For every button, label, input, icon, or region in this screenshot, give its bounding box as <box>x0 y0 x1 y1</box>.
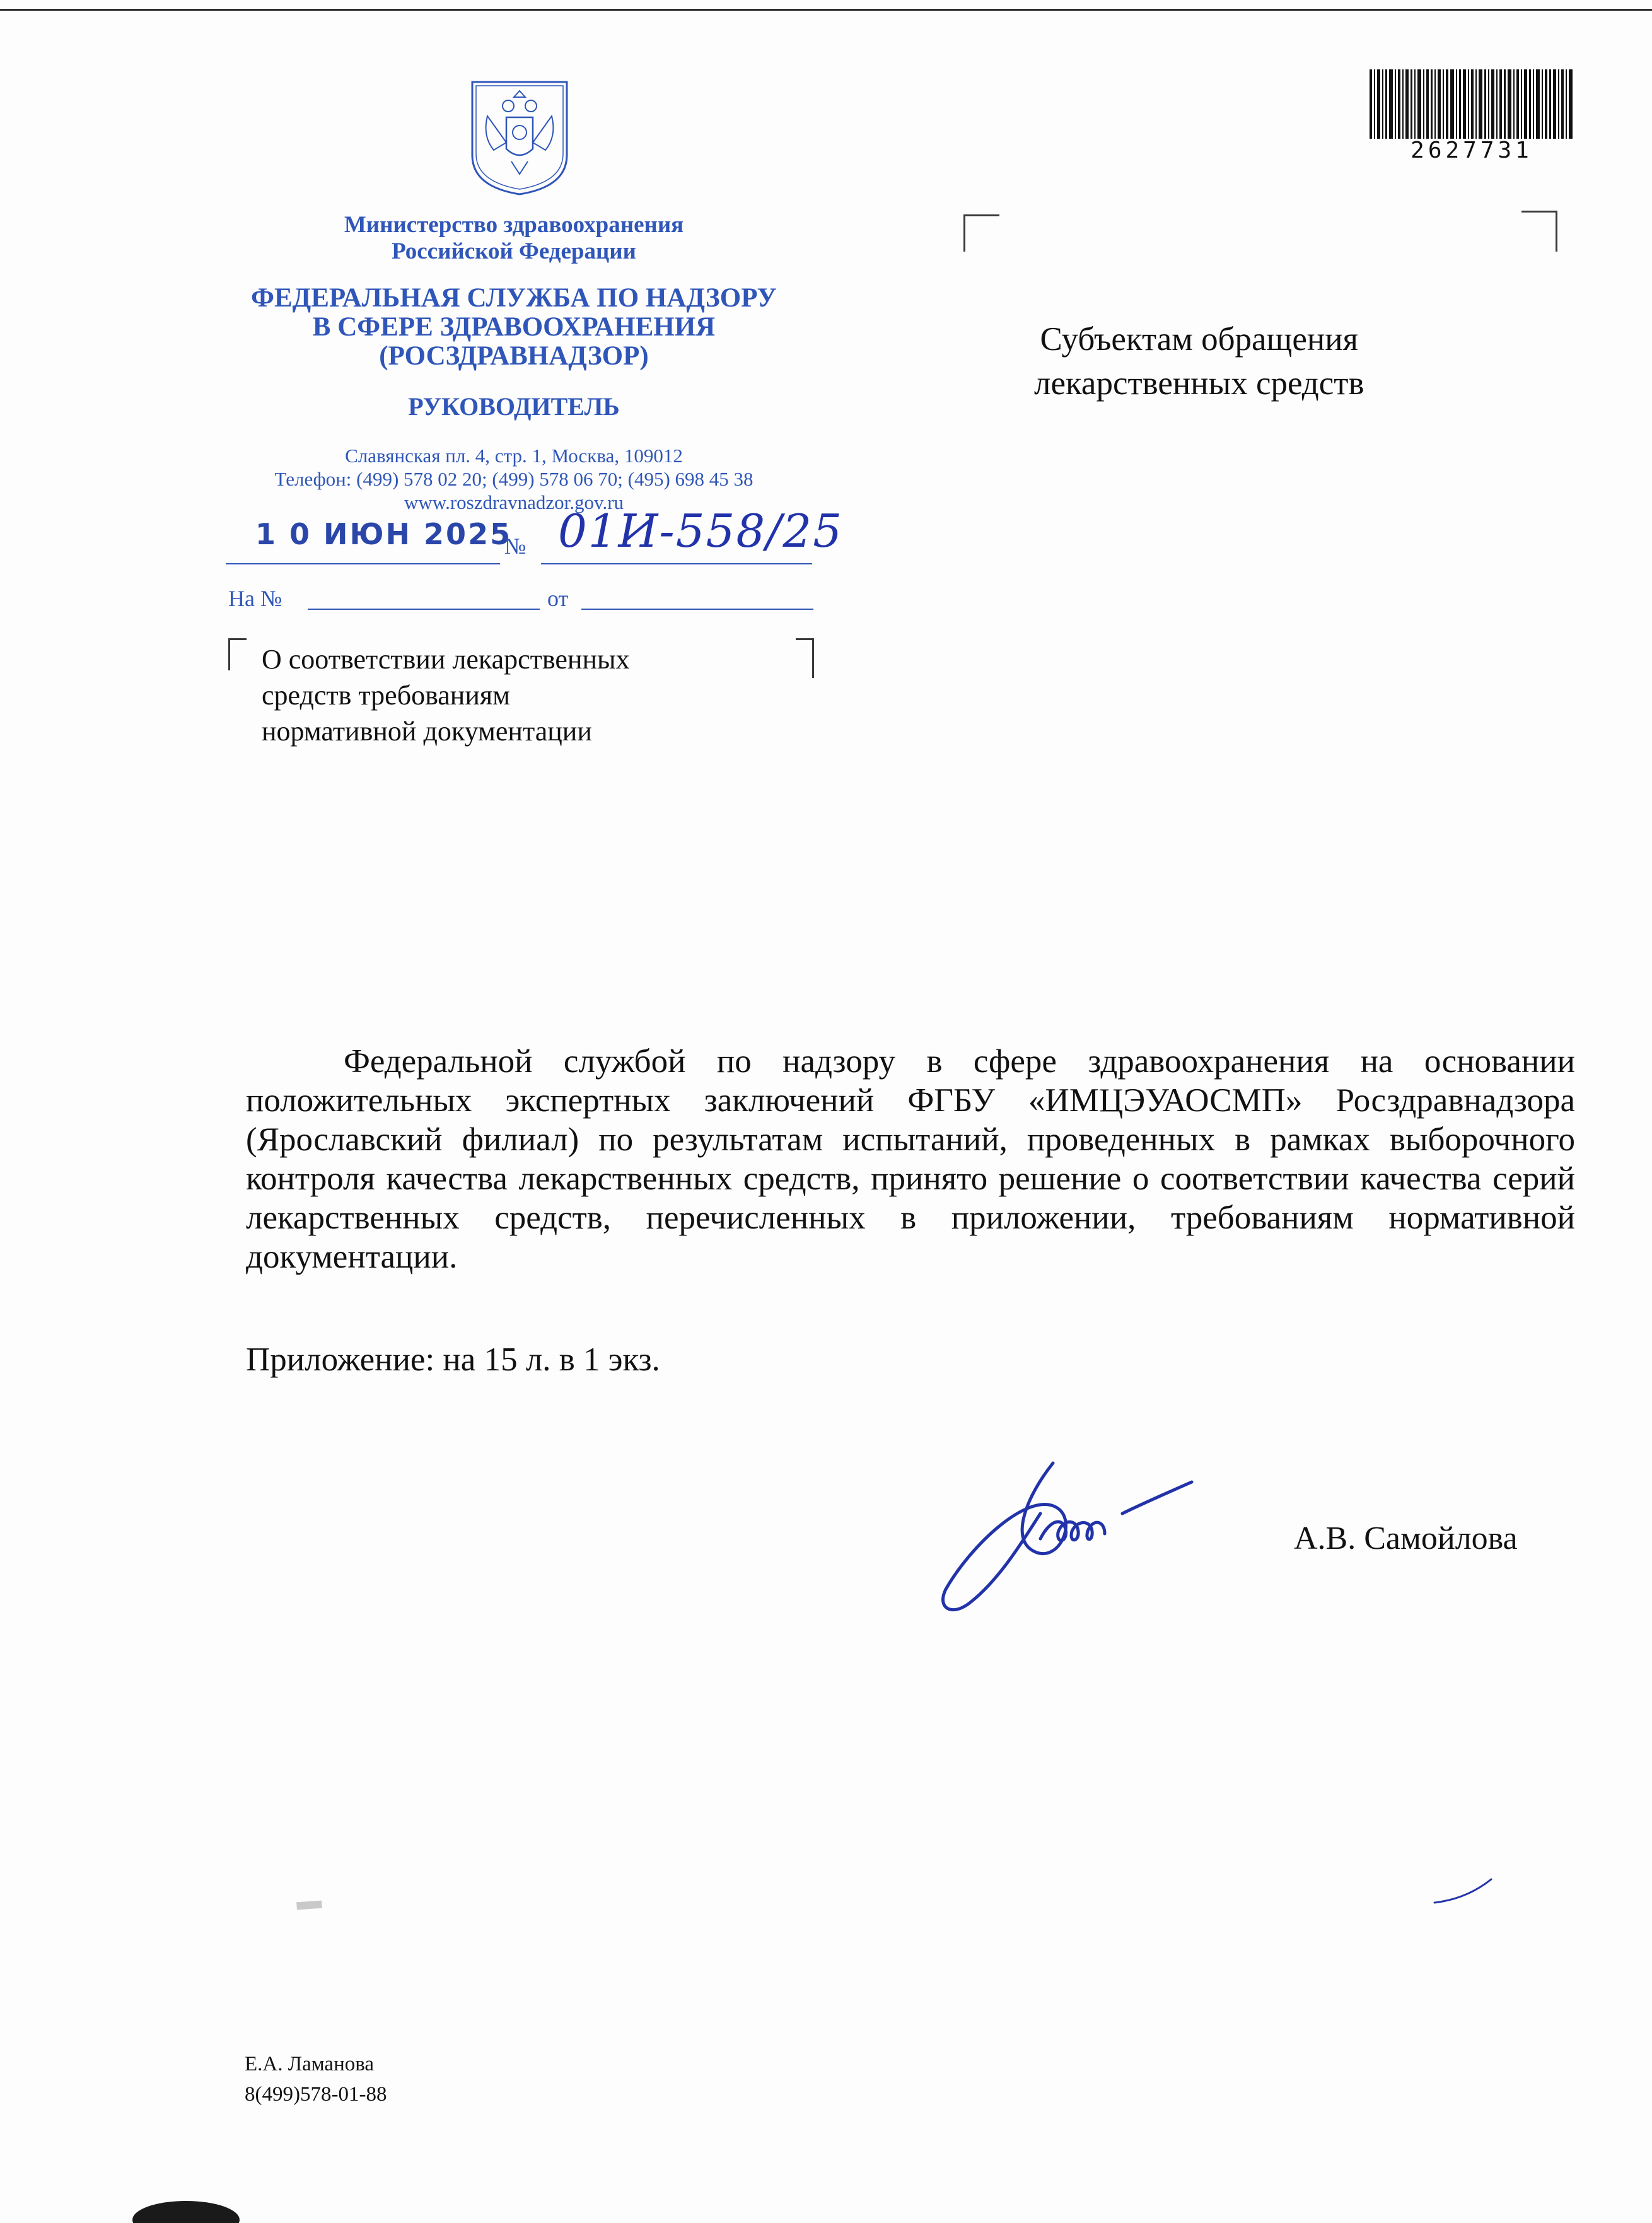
recipient-line-2: лекарственных средств <box>1034 365 1364 402</box>
scan-shadow <box>132 2201 240 2223</box>
number-underline <box>541 563 812 564</box>
barcode-number: 2627731 <box>1411 137 1533 163</box>
executor-name: Е.А. Ламанова <box>245 2053 375 2075</box>
handwritten-signature-icon <box>933 1444 1236 1633</box>
phone: Телефон: (499) 578 02 20; (499) 578 06 70; (495) 698 45 38 <box>274 468 753 490</box>
head-title: РУКОВОДИТЕЛЬ <box>408 392 620 421</box>
subject-line-2: средств требованиям <box>262 680 510 711</box>
letter-body <box>246 1042 1575 1276</box>
subject-line-1: О соответствии лекарственных <box>262 644 630 675</box>
check-mark-icon <box>1431 1876 1494 1908</box>
service-line-3: (РОСЗДРАВНАДЗОР) <box>379 341 649 371</box>
from-label: от <box>547 586 569 611</box>
from-underline <box>581 609 813 610</box>
subject-corner-left <box>228 638 247 670</box>
service-line-2: В СФЕРЕ ЗДРАВООХРАНЕНИЯ <box>312 312 716 342</box>
appendix-note: Приложение: на 15 л. в 1 экз. <box>246 1341 660 1378</box>
subject-corner-right <box>796 638 814 678</box>
letterhead <box>189 212 839 514</box>
state-emblem-icon <box>468 79 571 196</box>
service-name <box>189 284 839 371</box>
subject-line-3: нормативной документации <box>262 716 592 747</box>
website: www.roszdravnadzor.gov.ru <box>404 491 624 513</box>
recipient-corner-right <box>1521 211 1557 252</box>
registration-date-stamp: 1 0 ИЮН 2025 <box>255 517 513 551</box>
service-line-1: ФЕДЕРАЛЬНАЯ СЛУЖБА ПО НАДЗОРУ <box>251 283 777 313</box>
body-paragraph: Федеральной службой по надзору в сфере здравоохранения на основании положительных экспертных заключений ФГБУ «ИМЦЭУАОСМП» Росздравнадзора (Ярославский филиал) по результатам испытаний, проведенных в рамках выборочного контроля качества лекарственных средств, принято решение о соответствии качества серий лекарственных средств, перечисленных в приложении, требованиям нормативной документации. <box>246 1043 1575 1275</box>
executor-info <box>245 2049 387 2109</box>
number-label: № <box>504 534 526 559</box>
recipient-corner-left <box>963 214 999 252</box>
ministry-line-2: Российской Федерации <box>392 238 636 264</box>
recipient-line-1: Субъектам обращения <box>1040 321 1358 358</box>
recipient <box>1034 317 1364 406</box>
ref-label: На № <box>228 586 282 611</box>
show-through-mark: ▬ <box>295 1885 323 1916</box>
address: Славянская пл. 4, стр. 1, Москва, 109012 <box>345 445 683 467</box>
executor-phone: 8(499)578-01-88 <box>245 2083 387 2106</box>
ref-underline <box>308 609 540 610</box>
ministry-name <box>189 212 839 265</box>
contact-info <box>189 444 839 514</box>
ministry-line-1: Министерство здравоохранения <box>344 212 684 238</box>
letter-subject <box>262 641 630 749</box>
registration-number: 01И-558/25 <box>558 505 844 557</box>
barcode-icon <box>1367 68 1576 140</box>
scan-top-edge <box>0 9 1652 11</box>
signer-name: А.В. Самойлова <box>1294 1520 1518 1556</box>
date-underline <box>226 563 500 564</box>
